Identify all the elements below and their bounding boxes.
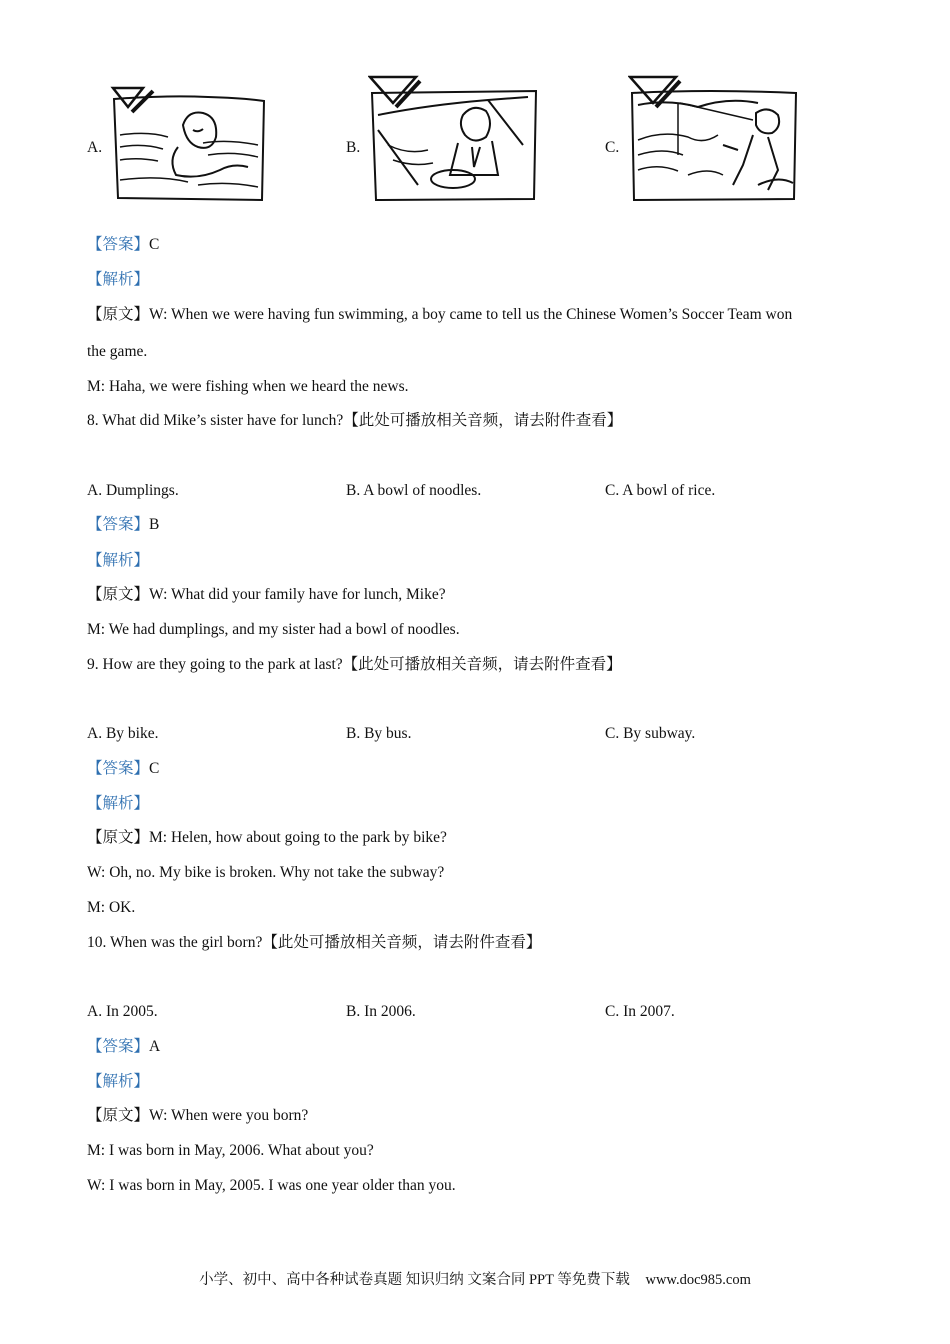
fishing-picture: [628, 75, 800, 208]
answer-value: B: [149, 516, 160, 533]
footer-link[interactable]: www.doc985.com: [645, 1272, 751, 1288]
transcript-line: M: Haha, we were fishing when we heard the news.: [87, 378, 409, 395]
option-c: C. In 2007.: [605, 1003, 675, 1020]
original-tag: 【原文】: [87, 829, 150, 846]
transcript-text: W: When we were having fun swimming, a boy came to tell us the Chinese Women’s Soccer Team won: [149, 306, 793, 323]
transcript-line: [87, 1106, 308, 1126]
page-footer: [0, 1270, 950, 1290]
question-10: 10. When was the girl born?【此处可播放相关音频，请去附件查看】: [87, 934, 542, 951]
option-c: C. By subway.: [605, 725, 696, 742]
original-tag: 【原文】: [87, 306, 150, 323]
analysis-tag-q10: 【解析】: [87, 1073, 150, 1090]
transcript-line: the game.: [87, 343, 148, 360]
analysis-tag-q7: 【解析】: [87, 271, 150, 288]
answer-value: C: [149, 236, 160, 253]
option-b: B. By bus.: [346, 725, 412, 742]
original-tag: 【原文】: [87, 586, 150, 603]
answer-tag: 【答案】: [87, 1038, 150, 1055]
transcript-text: M: Helen, how about going to the park by bike?: [149, 829, 447, 846]
option-a: A. By bike.: [87, 725, 159, 742]
answer-line-q8: [87, 515, 159, 535]
transcript-line: [87, 585, 446, 605]
answer-tag: 【答案】: [87, 236, 150, 253]
answer-value: A: [149, 1038, 161, 1055]
transcript-line: M: I was born in May, 2006. What about you?: [87, 1142, 374, 1159]
option-c-letter: C.: [605, 139, 620, 156]
answer-value: C: [149, 760, 160, 777]
answer-line-q7: [87, 235, 159, 255]
transcript-text: W: When were you born?: [149, 1107, 309, 1124]
answer-line-q10: [87, 1037, 160, 1057]
swimming-picture: [108, 85, 268, 208]
option-b: B. A bowl of noodles.: [346, 482, 482, 499]
transcript-line: W: Oh, no. My bike is broken. Why not take the subway?: [87, 864, 445, 881]
driving-picture: [368, 75, 540, 208]
option-a-letter: A.: [87, 139, 103, 156]
original-tag: 【原文】: [87, 1107, 150, 1124]
answer-tag: 【答案】: [87, 516, 150, 533]
transcript-line: W: I was born in May, 2005. I was one year older than you.: [87, 1177, 456, 1194]
answer-tag: 【答案】: [87, 760, 150, 777]
analysis-tag-q9: 【解析】: [87, 795, 150, 812]
transcript-line: [87, 828, 447, 848]
option-c: C. A bowl of rice.: [605, 482, 716, 499]
option-a: A. Dumplings.: [87, 482, 179, 499]
transcript-line: [87, 305, 792, 325]
transcript-text: W: What did your family have for lunch, Mike?: [149, 586, 446, 603]
question-9: 9. How are they going to the park at last?【此处可播放相关音频，请去附件查看】: [87, 656, 622, 673]
transcript-line: M: OK.: [87, 899, 136, 916]
option-b: B. In 2006.: [346, 1003, 416, 1020]
analysis-tag-q8: 【解析】: [87, 552, 150, 569]
option-a: A. In 2005.: [87, 1003, 158, 1020]
question-8: 8. What did Mike’s sister have for lunch?【此处可播放相关音频，请去附件查看】: [87, 412, 623, 429]
footer-text: 小学、初中、高中各种试卷真题 知识归纳 文案合同 PPT 等免费下载: [199, 1272, 630, 1288]
transcript-line: M: We had dumplings, and my sister had a bowl of noodles.: [87, 621, 460, 638]
option-b-letter: B.: [346, 139, 361, 156]
answer-line-q9: [87, 759, 159, 779]
